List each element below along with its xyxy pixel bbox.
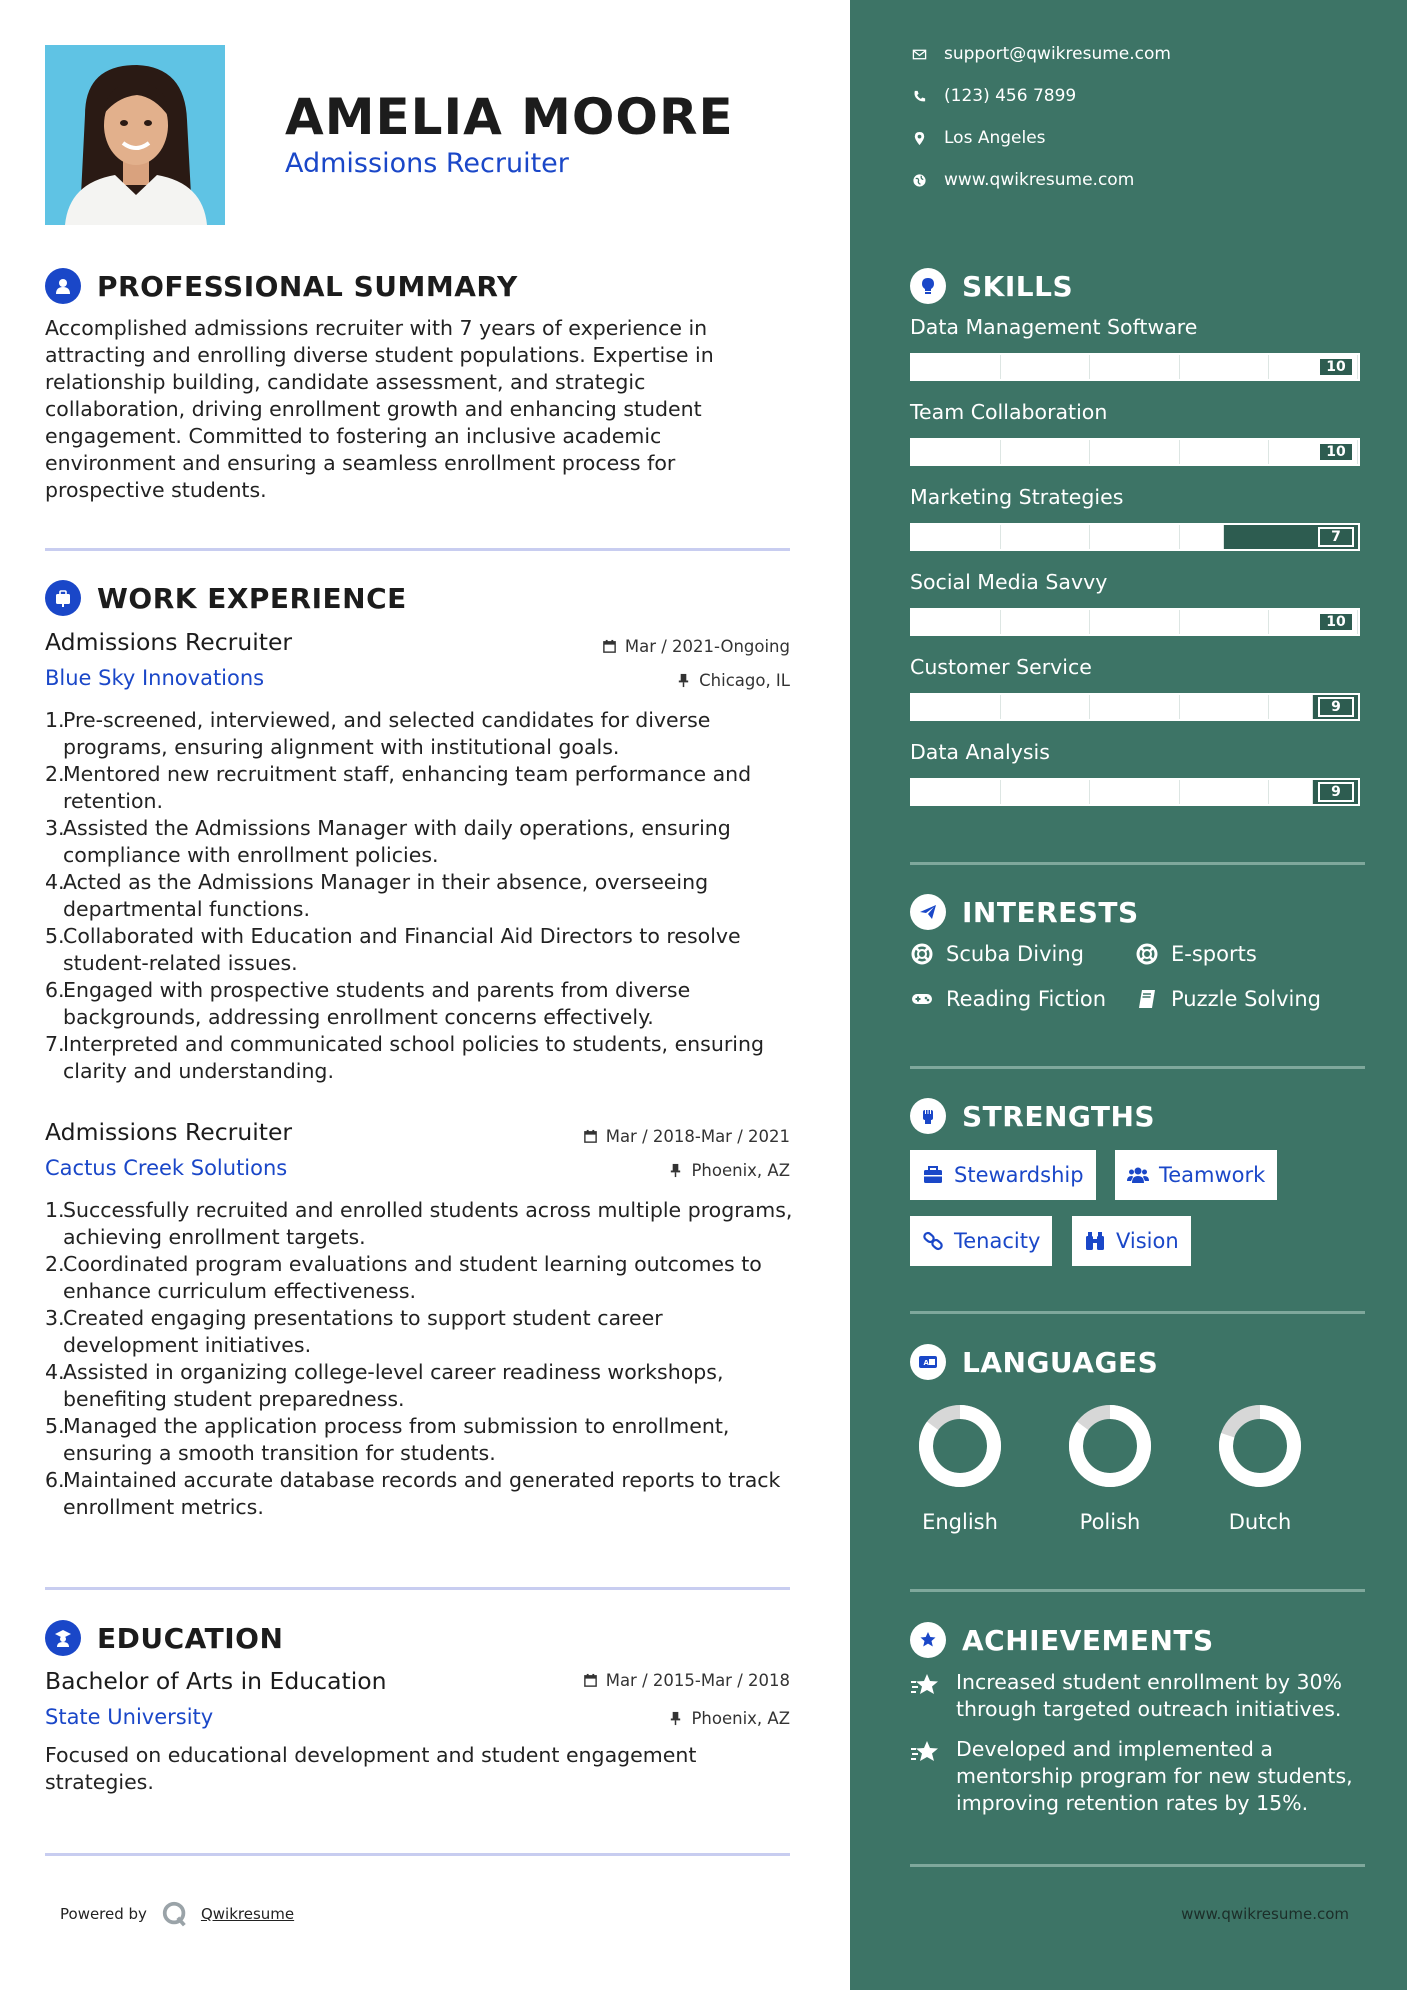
- skill-bar-segment: [1090, 780, 1179, 804]
- language-icon: [910, 1344, 946, 1380]
- achievement-item: [910, 1669, 1370, 1723]
- skill-bar-segment: [1180, 610, 1269, 634]
- candidate-title: Admissions Recruiter: [285, 148, 569, 179]
- skill-level-bar: [910, 353, 1360, 381]
- list-item: 1. Pre-screened, interviewed, and selected candidates for diverse programs, ensuring alignment with institutional goals.: [45, 708, 711, 759]
- list-item: 6. Maintained accurate database records and generated reports to track enrollment metrics.: [45, 1468, 781, 1519]
- list-item: 5. Managed the application process from submission to enrollment, ensuring a smooth transition for students.: [45, 1414, 730, 1465]
- skill-name: Data Management Software: [910, 315, 1198, 339]
- education-date-text: Mar / 2015-Mar / 2018: [605, 1671, 790, 1690]
- list-item: 5. Collaborated with Education and Financial Aid Directors to resolve student-related issues.: [45, 924, 741, 975]
- contact-website-text: www.qwikresume.com: [944, 170, 1135, 190]
- skill-level-value: 9: [1318, 782, 1354, 802]
- skill-bar-segment: [1269, 780, 1314, 804]
- language-name: English: [922, 1510, 998, 1534]
- skill-bar-segment: [1180, 355, 1269, 379]
- gamepad-icon: [910, 988, 934, 1010]
- skill-bar-segment: [1180, 525, 1225, 549]
- skill-bar-segment: [1269, 695, 1314, 719]
- contact-location-text: Los Angeles: [944, 128, 1046, 148]
- skill-bar-segment: [1180, 440, 1269, 464]
- section-divider: [910, 862, 1365, 865]
- education-description: Focused on educational development and student engagement strategies.: [45, 1743, 697, 1794]
- achievement-text: Increased student enrollment by 30% through targeted outreach initiatives.: [956, 1670, 1343, 1721]
- achievements-header: [910, 1622, 1214, 1658]
- skill-name: Marketing Strategies: [910, 485, 1124, 509]
- skill-level-value: 10: [1318, 357, 1354, 377]
- section-divider: [910, 1311, 1365, 1314]
- education-location-text: Phoenix, AZ: [691, 1709, 790, 1728]
- job-1-date: [602, 637, 790, 656]
- star-icon: [910, 1669, 944, 1723]
- skill-level-bar: [910, 523, 1360, 551]
- contact-email[interactable]: [910, 44, 1171, 64]
- contact-phone-text: (123) 456 7899: [944, 86, 1077, 106]
- skill-bar-segment: [1090, 355, 1179, 379]
- skill-name: Customer Service: [910, 655, 1092, 679]
- job-2-title: Admissions Recruiter: [45, 1118, 293, 1146]
- job-2-company: Cactus Creek Solutions: [45, 1156, 288, 1180]
- phone-icon: [910, 89, 928, 104]
- interest-item: [1135, 942, 1257, 966]
- language-proficiency-donut: [1068, 1404, 1152, 1488]
- pin-icon: [668, 1163, 683, 1178]
- job-2-date: [583, 1127, 790, 1146]
- interest-item: [1135, 987, 1321, 1011]
- book-icon: [1135, 988, 1159, 1010]
- strengths-heading: STRENGTHS: [962, 1099, 1156, 1133]
- user-icon: [45, 268, 81, 304]
- skill-level-value: 7: [1318, 527, 1354, 547]
- language-item: [905, 1404, 1015, 1534]
- strength-chip: [1115, 1150, 1277, 1200]
- job-1-title: Admissions Recruiter: [45, 628, 293, 656]
- qwikresume-logo-icon: [161, 1900, 189, 1928]
- skill-bar-segment: [1001, 525, 1090, 549]
- skill-bar-segment: [1090, 610, 1179, 634]
- job-2-bullets: [45, 1197, 795, 1521]
- skill-level-bar: [910, 608, 1360, 636]
- skill-bar-segment: [1001, 355, 1090, 379]
- skill-bar-segment: [1090, 440, 1179, 464]
- paper-plane-icon: [910, 894, 946, 930]
- list-item: 1. Successfully recruited and enrolled students across multiple programs, achieving enrollment targets.: [45, 1198, 793, 1249]
- skill-bar-segment: [1180, 695, 1269, 719]
- skill-name: Social Media Savvy: [910, 570, 1108, 594]
- languages-header: [910, 1344, 1158, 1380]
- skill-bar-segment: [1180, 780, 1269, 804]
- map-marker-icon: [910, 131, 928, 146]
- list-item: 7. Interpreted and communicated school policies to students, ensuring clarity and understanding.: [45, 1032, 764, 1083]
- strengths-header: [910, 1098, 1155, 1134]
- skill-level-bar: [910, 778, 1360, 806]
- star-badge-icon: [910, 1622, 946, 1658]
- interests-heading: INTERESTS: [962, 895, 1139, 929]
- education-header: [45, 1620, 283, 1656]
- summary-heading: PROFESSIONAL SUMMARY: [97, 269, 518, 303]
- list-item: 2. Coordinated program evaluations and student learning outcomes to enhance curriculum effectiveness.: [45, 1252, 762, 1303]
- skills-header: [910, 268, 1073, 304]
- skill-bar-segment: [1001, 440, 1090, 464]
- skill-bar-segment: [1001, 695, 1090, 719]
- strength-label: Teamwork: [1159, 1163, 1266, 1187]
- skill-bar-segment: [912, 695, 1001, 719]
- section-divider: [45, 548, 790, 551]
- language-proficiency-donut: [918, 1404, 1002, 1488]
- education-school: State University: [45, 1705, 214, 1729]
- section-divider: [910, 1864, 1365, 1867]
- section-divider: [910, 1066, 1365, 1069]
- interest-label: Scuba Diving: [946, 942, 1084, 966]
- powered-by-label: Powered by: [60, 1905, 147, 1923]
- link-icon: [922, 1230, 944, 1252]
- envelope-icon: [910, 47, 928, 62]
- section-divider: [910, 1589, 1365, 1592]
- skill-bar-segment: [1090, 525, 1179, 549]
- job-1-bullets: [45, 707, 795, 1085]
- pin-icon: [668, 1711, 683, 1726]
- strength-label: Tenacity: [954, 1229, 1041, 1253]
- interest-item: [910, 987, 1106, 1011]
- contact-phone[interactable]: [910, 86, 1076, 106]
- skill-level-bar: [910, 693, 1360, 721]
- skill-name: Team Collaboration: [910, 400, 1108, 424]
- languages-heading: LANGUAGES: [962, 1345, 1159, 1379]
- life-ring-icon: [1135, 943, 1159, 965]
- skill-bar-segment: [1001, 780, 1090, 804]
- list-item: 3. Assisted the Admissions Manager with daily operations, ensuring compliance with enrollment policies.: [45, 816, 731, 867]
- interests-header: [910, 894, 1139, 930]
- experience-header: [45, 580, 407, 616]
- summary-text: Accomplished admissions recruiter with 7 years of experience in attracting and enrolling diverse student populations. Expertise in relationship building, candidate assessment, and strategic collaboration, driving enrollment growth and enhancing student engagement. Committed to fostering an inclusive academic environment and ensuring a seamless enrollment process for prospective students.: [45, 316, 714, 502]
- achievement-text: Developed and implemented a mentorship program for new students, improving retention rates by 15%.: [956, 1737, 1353, 1815]
- language-proficiency-donut: [1218, 1404, 1302, 1488]
- skill-bar-segment: [1001, 610, 1090, 634]
- achievements-heading: ACHIEVEMENTS: [962, 1623, 1214, 1657]
- life-ring-icon: [910, 943, 934, 965]
- qwikresume-link[interactable]: Qwikresume: [200, 1905, 295, 1923]
- star-icon: [910, 1736, 944, 1817]
- pin-icon: [676, 673, 691, 688]
- education-degree: Bachelor of Arts in Education: [45, 1667, 387, 1695]
- lightbulb-icon: [910, 268, 946, 304]
- interest-label: Puzzle Solving: [1171, 987, 1321, 1011]
- footer-powered-by: [60, 1900, 294, 1928]
- strength-label: Vision: [1116, 1229, 1179, 1253]
- education-date: [583, 1671, 790, 1690]
- interest-label: E-sports: [1171, 942, 1257, 966]
- language-name: Polish: [1079, 1510, 1141, 1534]
- strength-label: Stewardship: [954, 1163, 1084, 1187]
- fist-icon: [910, 1098, 946, 1134]
- users-icon: [1127, 1164, 1149, 1186]
- language-item: [1205, 1404, 1315, 1534]
- list-item: 4. Assisted in organizing college-level career readiness workshops, benefiting student preparedness.: [45, 1360, 724, 1411]
- section-divider: [45, 1587, 790, 1590]
- contact-email-text: support@qwikresume.com: [944, 44, 1171, 64]
- list-item: 6. Engaged with prospective students and parents from diverse backgrounds, addressing enrollment concerns effectively.: [45, 978, 691, 1029]
- job-1-location-text: Chicago, IL: [699, 671, 790, 690]
- portrait-image: [45, 45, 225, 225]
- language-item: [1055, 1404, 1165, 1534]
- skill-bar-segment: [912, 440, 1001, 464]
- calendar-icon: [583, 1129, 598, 1144]
- job-1-date-text: Mar / 2021-Ongoing: [624, 637, 790, 656]
- skill-bar-segment: [912, 525, 1001, 549]
- skill-bar-segment: [1090, 695, 1179, 719]
- calendar-icon: [602, 639, 617, 654]
- strength-chip: [1072, 1216, 1191, 1266]
- experience-heading: WORK EXPERIENCE: [97, 581, 407, 615]
- job-2-location-text: Phoenix, AZ: [691, 1161, 790, 1180]
- candidate-name: AMELIA MOORE: [285, 88, 734, 146]
- contact-website[interactable]: [910, 170, 1134, 190]
- sidebar: [850, 0, 1407, 1990]
- list-item: 4. Acted as the Admissions Manager in their absence, overseeing departmental functions.: [45, 870, 709, 921]
- job-2-location: [668, 1161, 790, 1180]
- interest-item: [910, 942, 1084, 966]
- contact-location: [910, 128, 1046, 148]
- graduate-icon: [45, 1620, 81, 1656]
- skill-level-value: 9: [1318, 697, 1354, 717]
- job-2-date-text: Mar / 2018-Mar / 2021: [605, 1127, 790, 1146]
- list-item: 3. Created engaging presentations to support student career development initiatives.: [45, 1306, 663, 1357]
- job-1-company: Blue Sky Innovations: [45, 666, 265, 690]
- skill-name: Data Analysis: [910, 740, 1050, 764]
- education-heading: EDUCATION: [97, 1621, 284, 1655]
- section-divider: [45, 1853, 790, 1856]
- education-location: [668, 1709, 790, 1728]
- skill-bar-segment: [912, 780, 1001, 804]
- summary-header: [45, 268, 518, 304]
- interest-label: Reading Fiction: [946, 987, 1107, 1011]
- skills-heading: SKILLS: [962, 269, 1074, 303]
- strength-chip: [910, 1216, 1052, 1266]
- briefcase-icon: [45, 580, 81, 616]
- binoculars-icon: [1084, 1230, 1106, 1252]
- skill-level-bar: [910, 438, 1360, 466]
- svg-text:A: A: [923, 1359, 929, 1367]
- list-item: 2. Mentored new recruitment staff, enhancing team performance and retention.: [45, 762, 752, 813]
- skill-level-value: 10: [1318, 442, 1354, 462]
- strength-chip: [910, 1150, 1096, 1200]
- briefcase-icon: [922, 1164, 944, 1186]
- job-1-location: [676, 671, 790, 690]
- profile-photo: [45, 45, 225, 225]
- language-name: Dutch: [1228, 1510, 1292, 1534]
- footer-website[interactable]: www.qwikresume.com: [1181, 1905, 1349, 1923]
- skill-bar-segment: [912, 610, 1001, 634]
- calendar-icon: [583, 1673, 598, 1688]
- skill-bar-segment: [912, 355, 1001, 379]
- achievement-item: [910, 1736, 1370, 1817]
- globe-icon: [910, 173, 928, 188]
- skill-level-value: 10: [1318, 612, 1354, 632]
